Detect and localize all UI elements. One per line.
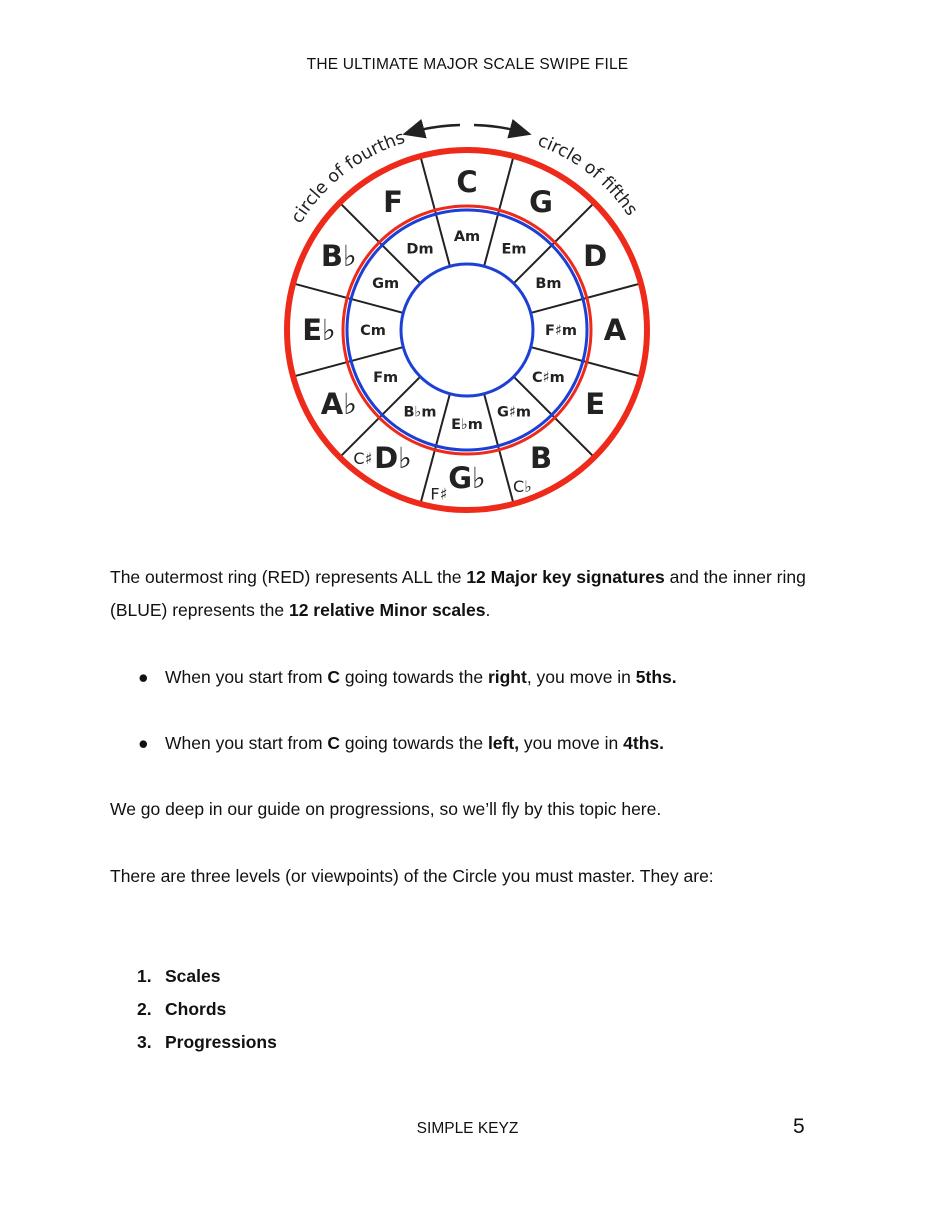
major-key-label: B [529,441,553,476]
major-key-label: G♭ [448,461,486,495]
bullet-bold: left, [487,733,520,753]
bullet-text: When you start from [165,667,328,687]
major-key-label: B♭ [320,239,357,273]
levels-list [110,960,277,1059]
major-key-label: C [456,165,478,199]
intro-bold-minor: 12 relative Minor scales [288,600,486,620]
enharmonic-label: C♯ [353,449,373,469]
progressions-paragraph: We go deep in our guide on progressions, so we’ll fly by this topic here. [110,799,662,819]
minor-key-label: F♯m [544,323,578,339]
bullet-dot: ● [138,733,149,753]
arrow-left [412,125,460,132]
list-number: 1. [137,966,152,986]
intro-text-1: The outermost ring (RED) represents ALL the [110,567,467,587]
circle-of-fifths-svg [272,112,662,522]
page-footer: SIMPLE KEYZ [416,1120,519,1137]
bullet-text: , you move in [526,667,636,687]
levels-paragraph: There are three levels (or viewpoints) of the Circle you must master. They are: [110,866,714,886]
major-key-label: D [583,239,608,273]
bullet-bold: 4ths. [623,733,664,753]
minor-key-label: Cm [360,323,386,339]
bullet-bold: C [327,667,341,687]
major-key-label: E [585,387,606,421]
list-number: 3. [137,1032,152,1052]
minor-key-label: Bm [535,276,562,292]
major-key-label: D♭ [374,441,412,476]
intro-bold-major: 12 Major key signatures [466,567,665,587]
page-header: THE ULTIMATE MAJOR SCALE SWIPE FILE [306,56,629,73]
intro-paragraph [110,561,820,627]
minor-key-label: Gm [372,276,400,292]
major-key-label: E♭ [302,313,336,347]
minor-key-label: C♯m [532,370,565,386]
circle-of-fifths-diagram [272,112,662,522]
minor-key-label: Am [453,229,481,245]
bullet-text: you move in [519,733,624,753]
bullet-bold: C [327,733,341,753]
bullet-item-fifths [110,661,820,694]
intro-text-2: and the inner ring (BLUE) represents the [110,567,806,620]
minor-key-label: Em [501,241,527,258]
enharmonic-label: F♯ [430,484,448,504]
major-key-label: A [603,313,627,347]
bullet-bold: 5ths. [635,667,677,687]
list-label: Progressions [165,1032,277,1052]
minor-key-label: Fm [373,370,399,386]
minor-key-label: Dm [406,241,434,258]
minor-key-label: G♯m [496,404,532,421]
list-item [110,1026,277,1059]
bullet-text: going towards the [340,733,488,753]
minor-key-label: B♭m [403,404,437,421]
page-number: 5 [793,1115,805,1138]
major-key-label: G [529,184,553,219]
list-item [110,960,277,993]
major-key-label: A♭ [320,387,357,421]
circle-of-fourths-label: circle of fourths [287,127,408,228]
bullet-text: When you start from [165,733,328,753]
list-item [110,993,277,1026]
arrow-right [474,125,522,132]
intro-text-3: . [485,600,491,620]
minor-key-label: E♭m [451,417,483,433]
bullet-text: going towards the [340,667,488,687]
bullet-item-fourths [110,727,820,760]
bullet-dot: ● [138,667,149,687]
list-label: Chords [165,999,227,1019]
enharmonic-label: C♭ [513,477,532,497]
circle-of-fifths-label: circle of fifths [534,131,642,220]
list-number: 2. [137,999,152,1019]
bullet-bold: right [487,667,527,687]
major-key-label: F [383,184,403,219]
list-label: Scales [165,966,221,986]
center-ring-blue [401,264,533,396]
